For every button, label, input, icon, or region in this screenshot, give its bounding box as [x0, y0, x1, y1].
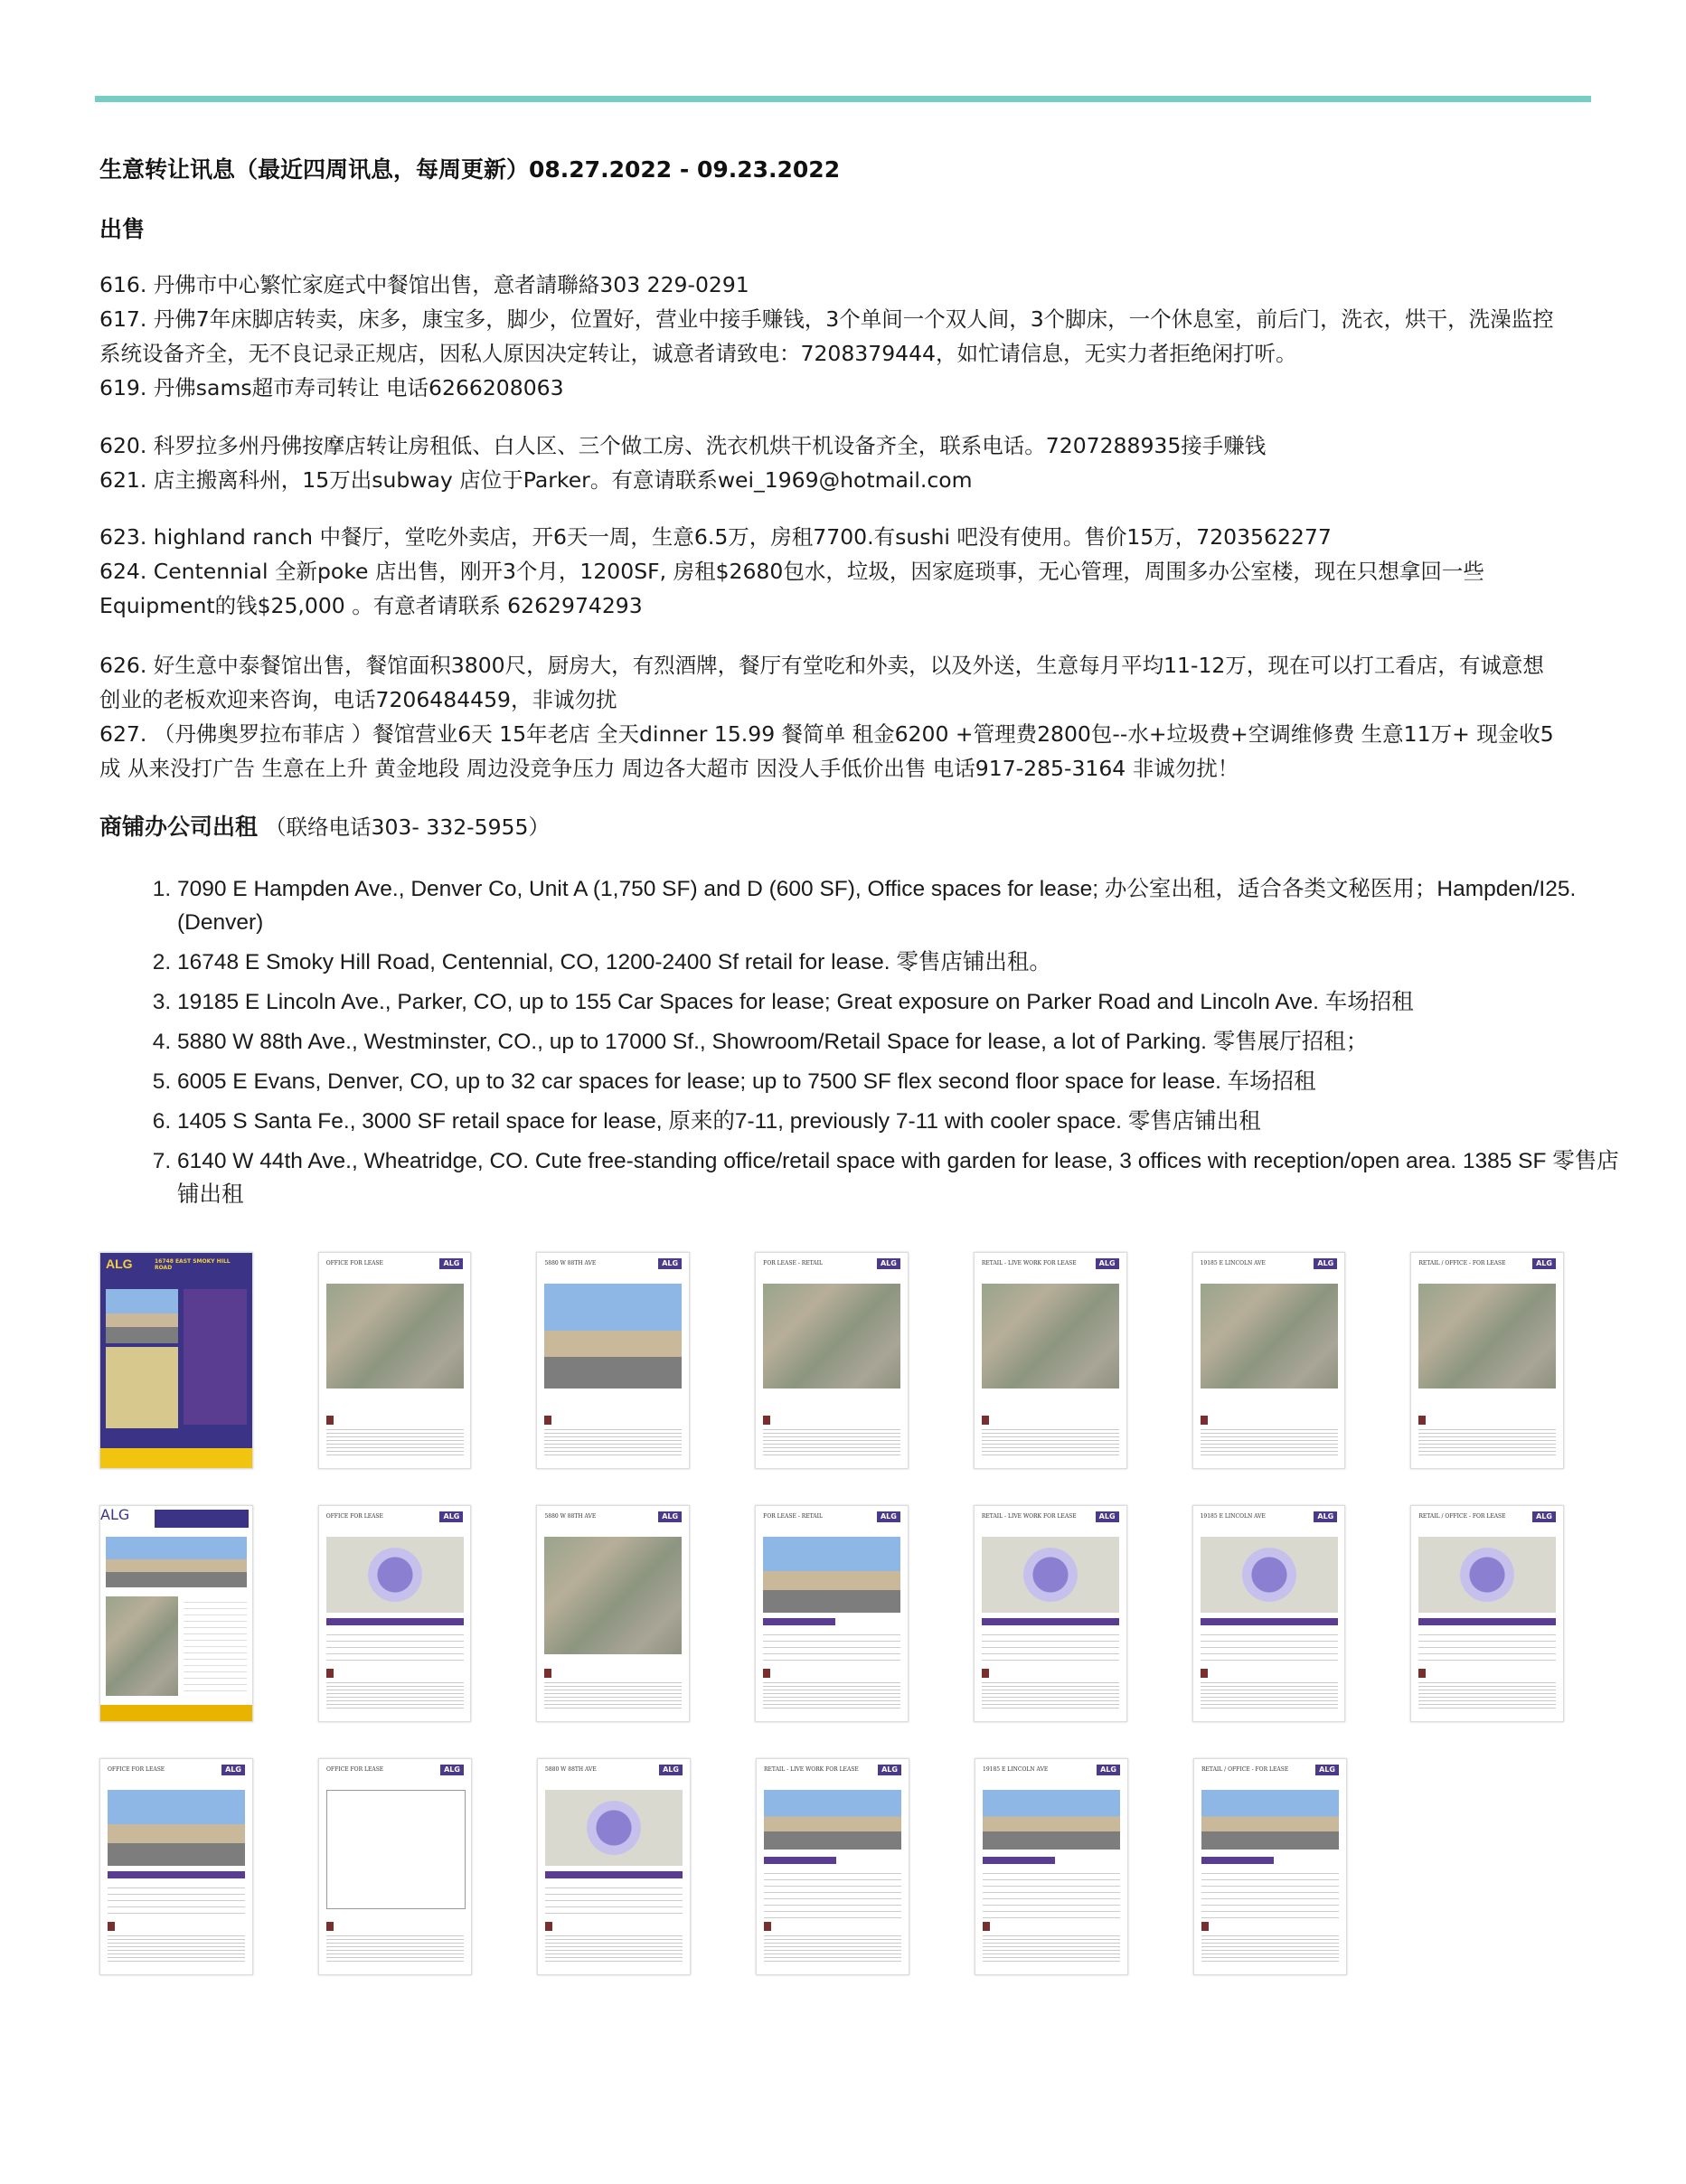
sale-heading: 出售	[99, 216, 146, 242]
flyer-row	[99, 1252, 1564, 1469]
flyer-heading: 5880 W 88TH AVE	[544, 1260, 597, 1266]
lease-title: 商铺办公司出租	[99, 814, 259, 840]
brand-logo: ALG	[1532, 1258, 1556, 1269]
listing-item: 623. highland ranch 中餐厅，堂吃外卖店，开6天一周，生意6.5万，房租7700.有sushi 吧没有使用。售价15万，7203562277	[99, 524, 1332, 550]
flyer-heading: OFFICE FOR LEASE	[108, 1766, 165, 1773]
flyer-heading: OFFICE FOR LEASE	[325, 1513, 383, 1520]
flyer-heading: 19185 E LINCOLN AVE	[1200, 1513, 1266, 1520]
brand-logo: ALG	[1532, 1511, 1556, 1522]
flyer-heading: RETAIL / OFFICE - FOR LEASE	[1418, 1513, 1506, 1520]
lease-item: 2. 16748 E Smoky Hill Road, Centennial, CO, 1200-2400 Sf retail for lease. 零售店铺出租。	[177, 946, 1624, 979]
flyer-heading: RETAIL - LIVE WORK FOR LEASE	[981, 1513, 1077, 1520]
flyer-heading: RETAIL - LIVE WORK FOR LEASE	[764, 1766, 859, 1773]
brand-logo: ALG	[439, 1258, 463, 1269]
flyer-thumbnail	[99, 1252, 253, 1469]
listing-item: 616. 丹佛市中心繁忙家庭式中餐馆出售，意者請聯絡303 229-0291	[99, 272, 749, 297]
listing-item: 620. 科罗拉多州丹佛按摩店转让房租低、白人区、三个做工房、洗衣机烘干机设备齐全，联系电话。7207288935接手赚钱	[99, 433, 1267, 458]
brand-logo: ALG	[877, 1511, 900, 1522]
brand-logo: ALG	[658, 1258, 682, 1269]
lease-list	[99, 872, 1624, 1218]
flyer-thumbnail	[318, 1505, 472, 1722]
brand-logo: ALG	[877, 1258, 900, 1269]
flyer-thumbnail	[756, 1758, 909, 1975]
flyer-thumbnail	[537, 1758, 691, 1975]
listing-group-4	[99, 648, 1555, 786]
brand-logo: ALG	[1315, 1765, 1339, 1775]
flyer-thumbnail	[536, 1505, 690, 1722]
brand-logo: ALG	[1097, 1765, 1120, 1775]
brand-logo: ALG	[878, 1765, 901, 1775]
listing-item: 621. 店主搬离科州，15万出subway 店位于Parker。有意请联系wei_1969@hotmail.com	[99, 467, 973, 493]
listing-item: 627. （丹佛奥罗拉布菲店 ）餐馆营业6天 15年老店 全天dinner 15.99 餐简单 租金6200 +管理费2800包--水+垃圾费+空调维修费 生意11万+ 现金收5成 从来没打广告 生意在上升 黄金地段 周边没竞争压力 周边各大超市 因没人手低价出售 电话917-285-3164 非诚勿扰！	[99, 721, 1554, 781]
brand-logo: ALG	[658, 1511, 682, 1522]
brand-logo: ALG	[1314, 1258, 1337, 1269]
lease-section-title	[99, 809, 550, 842]
flyer-thumbnail	[318, 1252, 472, 1469]
flyer-thumbnail	[1192, 1505, 1346, 1722]
flyer-heading: RETAIL - LIVE WORK FOR LEASE	[981, 1260, 1077, 1266]
lease-contact: （联络电话303- 332-5955）	[265, 814, 550, 840]
brand-logo: ALG	[439, 1511, 463, 1522]
flyer-thumbnail	[536, 1252, 690, 1469]
top-divider	[95, 96, 1591, 102]
flyer-row	[99, 1758, 1564, 1975]
flyer-heading: 19185 E LINCOLN AVE	[1200, 1260, 1266, 1266]
flyer-row	[99, 1505, 1564, 1722]
lease-item: 5. 6005 E Evans, Denver, CO, up to 32 car spaces for lease; up to 7500 SF flex second floor space for lease. 车场招租	[177, 1065, 1624, 1098]
flyer-thumbnail-grid	[99, 1252, 1564, 2011]
brand-logo: ALG	[659, 1765, 683, 1775]
flyer-heading: OFFICE FOR LEASE	[326, 1766, 384, 1773]
listing-group-1	[99, 268, 1555, 405]
flyer-heading: RETAIL / OFFICE - FOR LEASE	[1418, 1260, 1506, 1266]
brand-logo: ALG	[1096, 1511, 1119, 1522]
brand-logo: ALG	[1096, 1258, 1119, 1269]
lease-item: 1. 7090 E Hampden Ave., Denver Co, Unit A (1,750 SF) and D (600 SF), Office spaces for lease; 办公室出租，适合各类文秘医用；Hampden/I25. (Denver)	[177, 872, 1624, 939]
listing-item: 617. 丹佛7年床脚店转卖，床多，康宝多，脚少，位置好，营业中接手赚钱，3个单间一个双人间，3个脚床，一个休息室，前后门，洗衣，烘干，洗澡监控系统设备齐全，无不良记录正规店，因私人原因决定转让，诚意者请致电：7208379444，如忙请信息，无实力者拒绝闲打听。	[99, 306, 1554, 366]
listing-group-3	[99, 520, 1555, 623]
flyer-thumbnail	[99, 1758, 253, 1975]
flyer-title: 16748 EAST SMOKY HILL ROAD	[155, 1258, 231, 1271]
listing-item: 624. Centennial 全新poke 店出售，刚开3个月，1200SF, 房租$2680包水，垃圾，因家庭琐事，无心管理，周围多办公室楼，现在只想拿回一些Equipment的钱$25,000 。有意者请联系 6262974293	[99, 559, 1484, 618]
flyer-thumbnail	[755, 1252, 909, 1469]
flyer-thumbnail	[974, 1505, 1127, 1722]
flyer-heading: RETAIL / OFFICE - FOR LEASE	[1201, 1766, 1289, 1773]
flyer-thumbnail	[755, 1505, 909, 1722]
lease-item: 3. 19185 E Lincoln Ave., Parker, CO, up to 155 Car Spaces for lease; Great exposure on Parker Road and Lincoln Ave. 车场招租	[177, 985, 1624, 1019]
brand-logo: ALG	[221, 1765, 245, 1775]
listing-group-2	[99, 428, 1555, 497]
lease-item: 6. 1405 S Santa Fe., 3000 SF retail space for lease, 原来的7-11, previously 7-11 with cooler space. 零售店铺出租	[177, 1105, 1624, 1138]
flyer-heading: 19185 E LINCOLN AVE	[983, 1766, 1049, 1773]
brand-logo: ALG	[1314, 1511, 1337, 1522]
flyer-heading: FOR LEASE - RETAIL	[763, 1513, 823, 1520]
flyer-thumbnail	[974, 1252, 1127, 1469]
flyer-thumbnail	[1193, 1758, 1347, 1975]
flyer-thumbnail	[1192, 1252, 1346, 1469]
flyer-thumbnail	[99, 1505, 253, 1722]
flyer-thumbnail	[1410, 1252, 1564, 1469]
page-title: 生意转让讯息（最近四周讯息，每周更新）08.27.2022 - 09.23.2022	[99, 156, 841, 183]
flyer-heading: 5880 W 88TH AVE	[544, 1513, 597, 1520]
flyer-thumbnail	[1410, 1505, 1564, 1722]
flyer-heading: OFFICE FOR LEASE	[325, 1260, 383, 1266]
listing-item: 626. 好生意中泰餐馆出售，餐馆面积3800尺，厨房大，有烈酒牌，餐厅有堂吃和外卖，以及外送，生意每月平均11-12万，现在可以打工看店，有诚意想创业的老板欢迎来咨询，电话7206484459，非诚勿扰	[99, 653, 1544, 712]
flyer-thumbnail	[318, 1758, 472, 1975]
listing-item: 619. 丹佛sams超市寿司转让 电话6266208063	[99, 375, 564, 400]
brand-logo: ALG	[440, 1765, 464, 1775]
flyer-thumbnail	[975, 1758, 1128, 1975]
flyer-heading: FOR LEASE - RETAIL	[763, 1260, 823, 1266]
brand-logo: ALG	[100, 1506, 130, 1523]
lease-item: 7. 6140 W 44th Ave., Wheatridge, CO. Cute free-standing office/retail space with garden for lease, 3 offices with reception/open area. 1385 SF 零售店铺出租	[177, 1144, 1624, 1211]
lease-item: 4. 5880 W 88th Ave., Westminster, CO., up to 17000 Sf., Showroom/Retail Space for lease, a lot of Parking. 零售展厅招租；	[177, 1025, 1624, 1059]
brand-logo: ALG	[106, 1257, 133, 1271]
flyer-heading: 5880 W 88TH AVE	[545, 1766, 597, 1773]
